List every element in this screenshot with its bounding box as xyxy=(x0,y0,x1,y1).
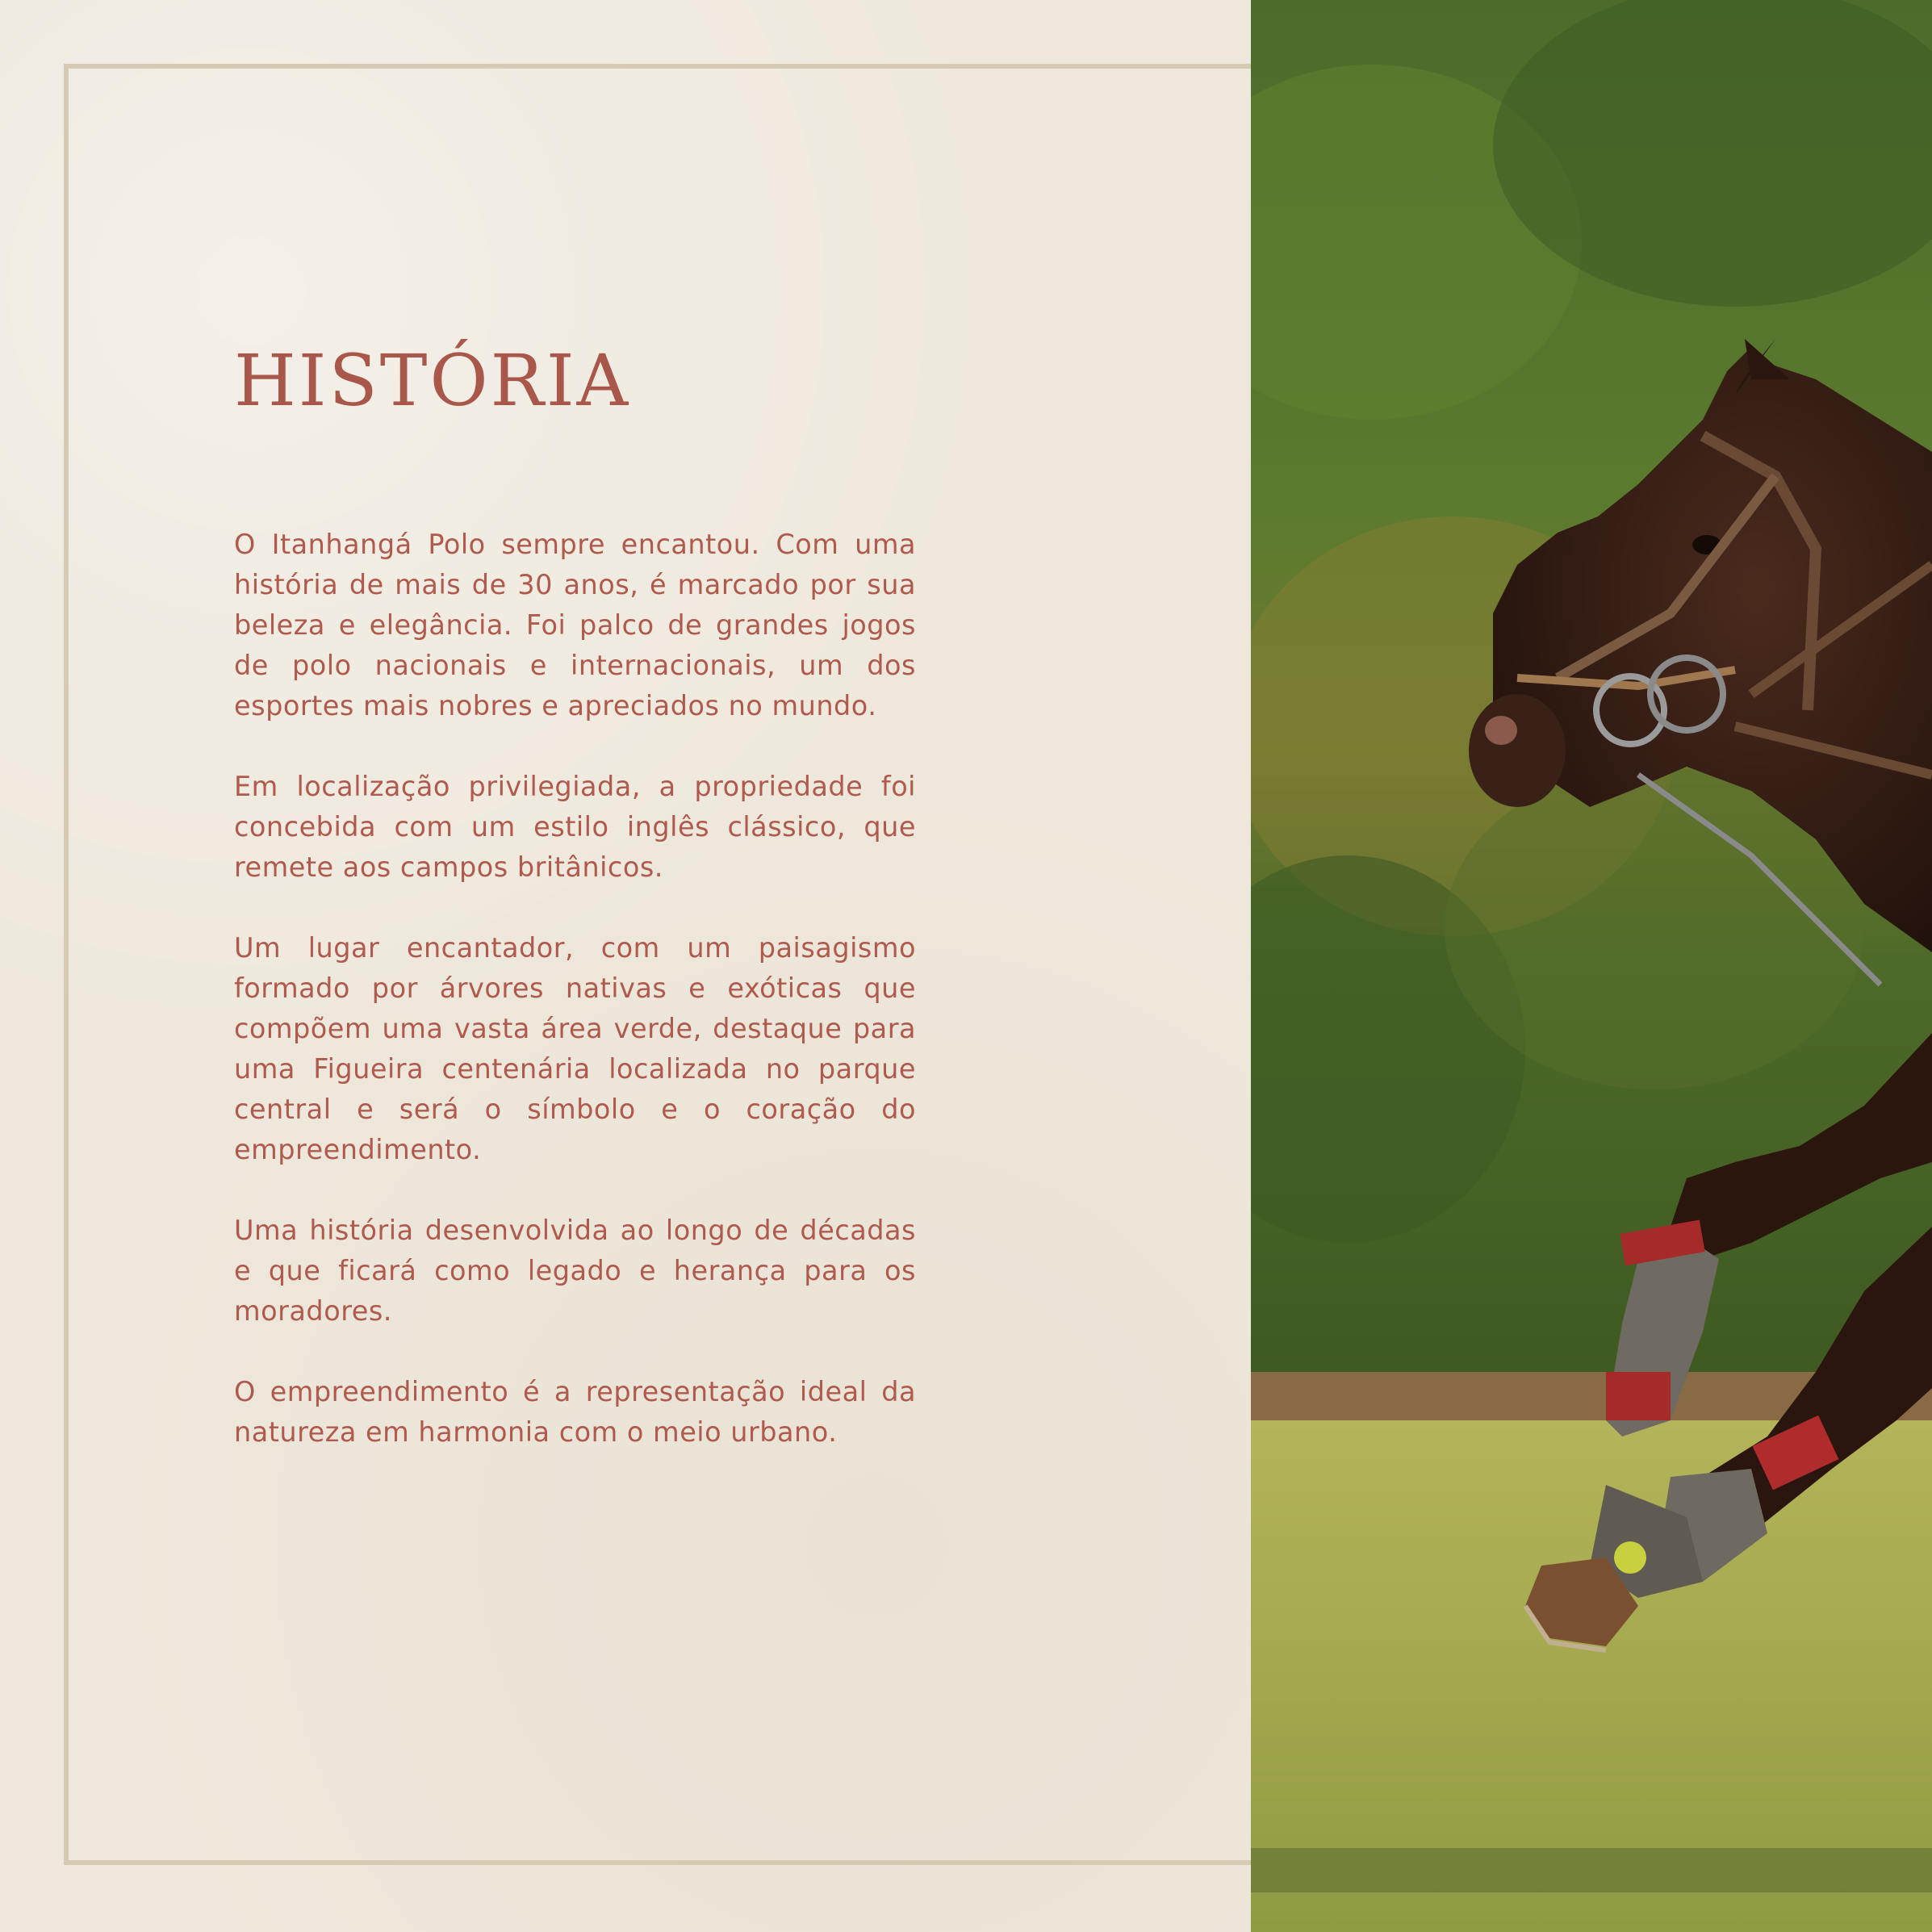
page-title: HISTÓRIA xyxy=(234,339,631,422)
paragraph-3: Um lugar encantador, com um paisagismo formado por árvores nativas e exóticas que compõem uma vasta área verde, destaque para uma Figueira centenária localizada no parque central e será o símbolo e o coração do empreendimento. xyxy=(234,932,916,1165)
paragraph-1: O Itanhangá Polo sempre encantou. Com uma história de mais de 30 anos, é marcado por sua beleza e elegância. Foi palco de grandes jogos de polo nacionais e internacionais, um dos esportes mais nobres e apreciados no mundo. xyxy=(234,529,916,721)
paragraph-2: Em localização privilegiada, a propriedade foi concebida com um estilo inglês clássico, que remete aos campos britânicos. xyxy=(234,771,916,883)
polo-horse-photo xyxy=(1251,0,1932,1932)
paragraph-4: Uma história desenvolvida ao longo de décadas e que ficará como legado e herança para os moradores. xyxy=(234,1215,916,1327)
paragraph-5: O empreendimento é a representação ideal da natureza em harmonia com o meio urbano. xyxy=(234,1376,916,1448)
history-text xyxy=(234,525,916,1493)
horse-illustration xyxy=(1251,0,1932,1932)
